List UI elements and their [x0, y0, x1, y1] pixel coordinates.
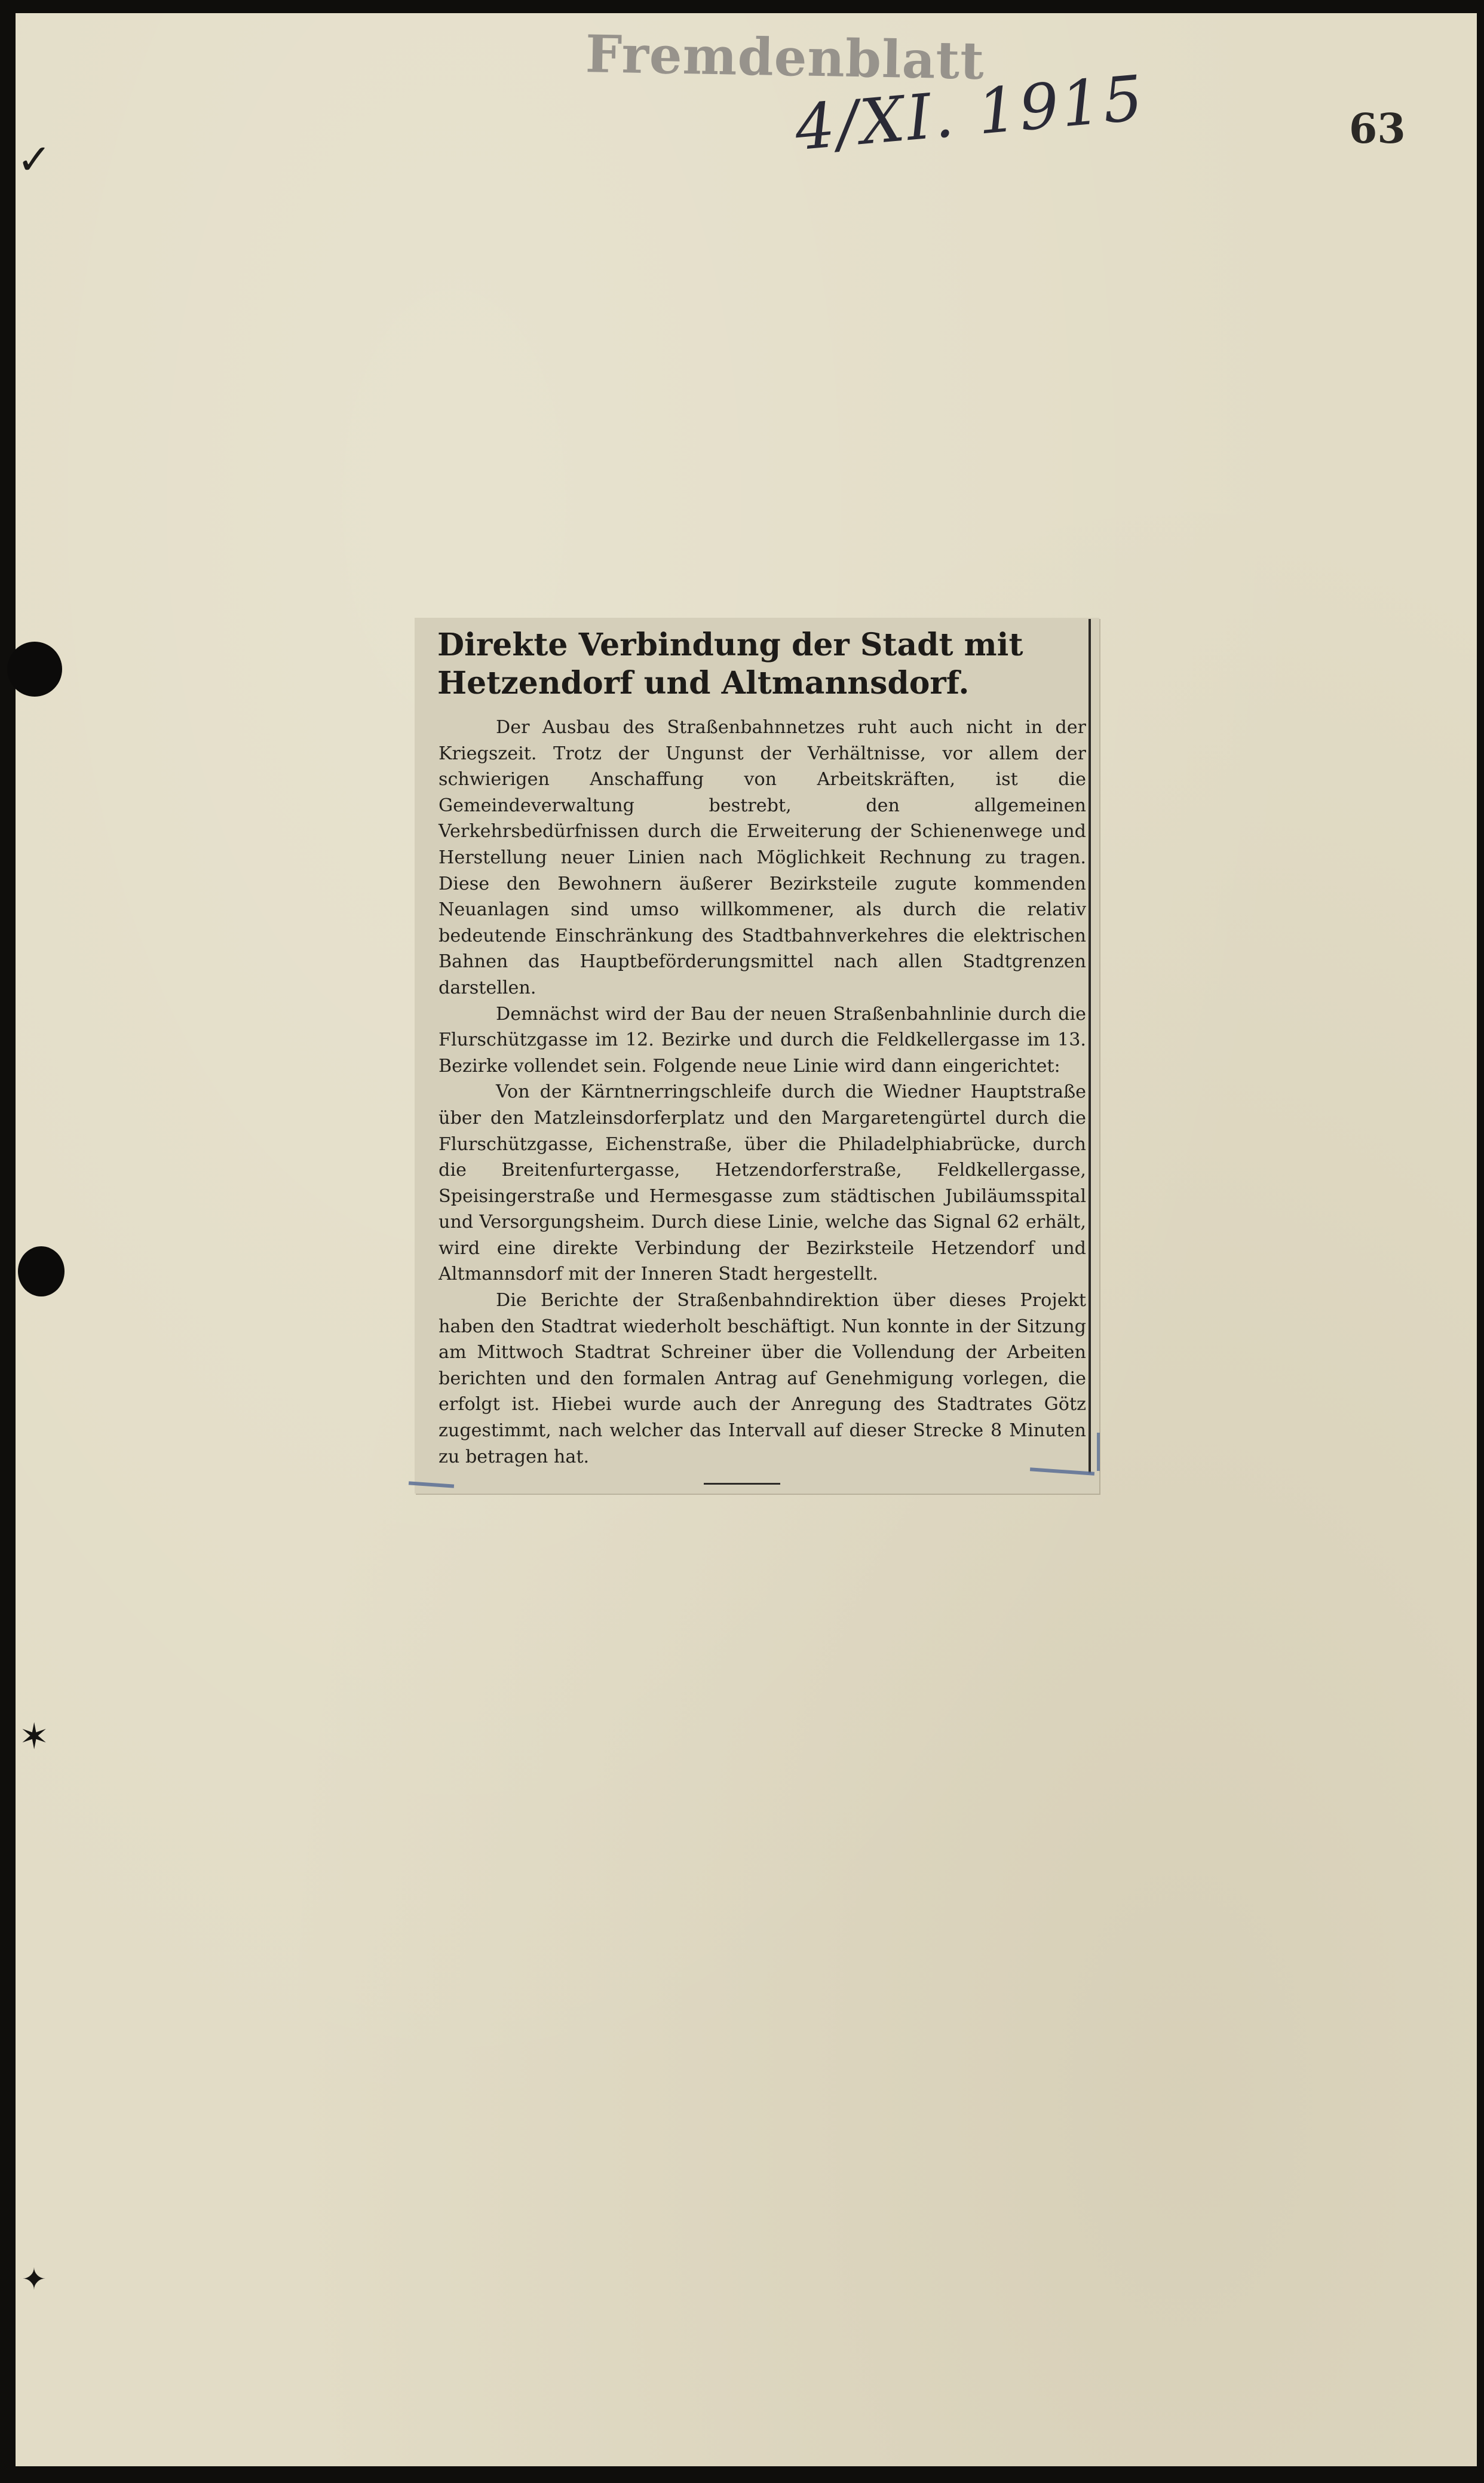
clipping-column-rule	[1089, 619, 1091, 1473]
article-paragraph: Die Berichte der Straßenbahndirektion über dieses Projekt haben den Stadtrat wiederholt beschäftigt. Nun konnte in der Sitzung am Mittwoch Stadtrat Schreiner über die Vollendung der Arbeiten berichten und den formalen Antrag auf Genehmigung vorlegen, die erfolgt ist. Hiebei wurde auch der Anregung des Stadtrates Götz zugestimmt, nach welcher das Intervall auf dieser Strecke 8 Minuten zu betragen hat.	[439, 1290, 1086, 1467]
check-mark-icon: ✓	[17, 135, 52, 184]
tack-icon: ✦	[22, 2262, 47, 2297]
article-headline: Direkte Verbindung der Stadt mit Hetzendorf und Altmannsdorf.	[437, 627, 1023, 701]
punch-hole-icon	[7, 642, 62, 697]
article-end-rule	[704, 1483, 780, 1485]
page-number: 63	[1349, 105, 1406, 153]
article-paragraph: Demnächst wird der Bau der neuen Straßenbahnlinie durch die Flurschützgasse im 12. Bezirke und durch die Feldkellergasse im 13. Bezirke vollendet sein. Folgende neue Linie wird dann eingerichtet:	[439, 1003, 1086, 1077]
article-body	[439, 715, 1086, 1470]
newspaper-stamp: Fremdenblatt	[585, 24, 985, 91]
pencil-mark	[1097, 1433, 1100, 1471]
article-paragraph: Der Ausbau des Straßenbahnnetzes ruht auch nicht in der Kriegszeit. Trotz der Ungunst der Verhältnisse, vor allem der schwierigen Anschaffung von Arbeitskräften, ist die Gemeindeverwaltung bestrebt, den allgemeinen Verkehrsbedürfnissen durch die Erweiterung der Schienenwege und Herstellung neuer Linien nach Möglichkeit Rechnung zu tragen. Diese den Bewohnern äußerer Bezirksteile zugute kommenden Neuanlagen sind umso willkommener, als durch die relativ bedeutende Einschränkung des Stadtbahnverkehres die elektrischen Bahnen das Hauptbeförderungsmittel nach allen Stadtgrenzen darstellen.	[439, 717, 1086, 998]
article-paragraph: Von der Kärntnerringschleife durch die Wiedner Hauptstraße über den Matzleinsdorferplatz und den Margaretengürtel durch die Flurschützgasse, Eichenstraße, über die Philadelphiabrücke, durch die Breitenfurtergasse, Hetzendorferstraße, Feldkellergasse, Speisingerstraße und Hermesgasse zum städtischen Jubiläumsspital und Versorgungsheim. Durch diese Linie, welche das Signal 62 erhält, wird eine direkte Verbindung der Bezirksteile Hetzendorf und Altmannsdorf mit der Inneren Stadt hergestellt.	[439, 1081, 1086, 1285]
handwritten-date: 4/XI. 1915	[792, 61, 1148, 165]
tack-icon: ✶	[19, 1716, 50, 1758]
punch-hole-icon	[18, 1246, 65, 1296]
